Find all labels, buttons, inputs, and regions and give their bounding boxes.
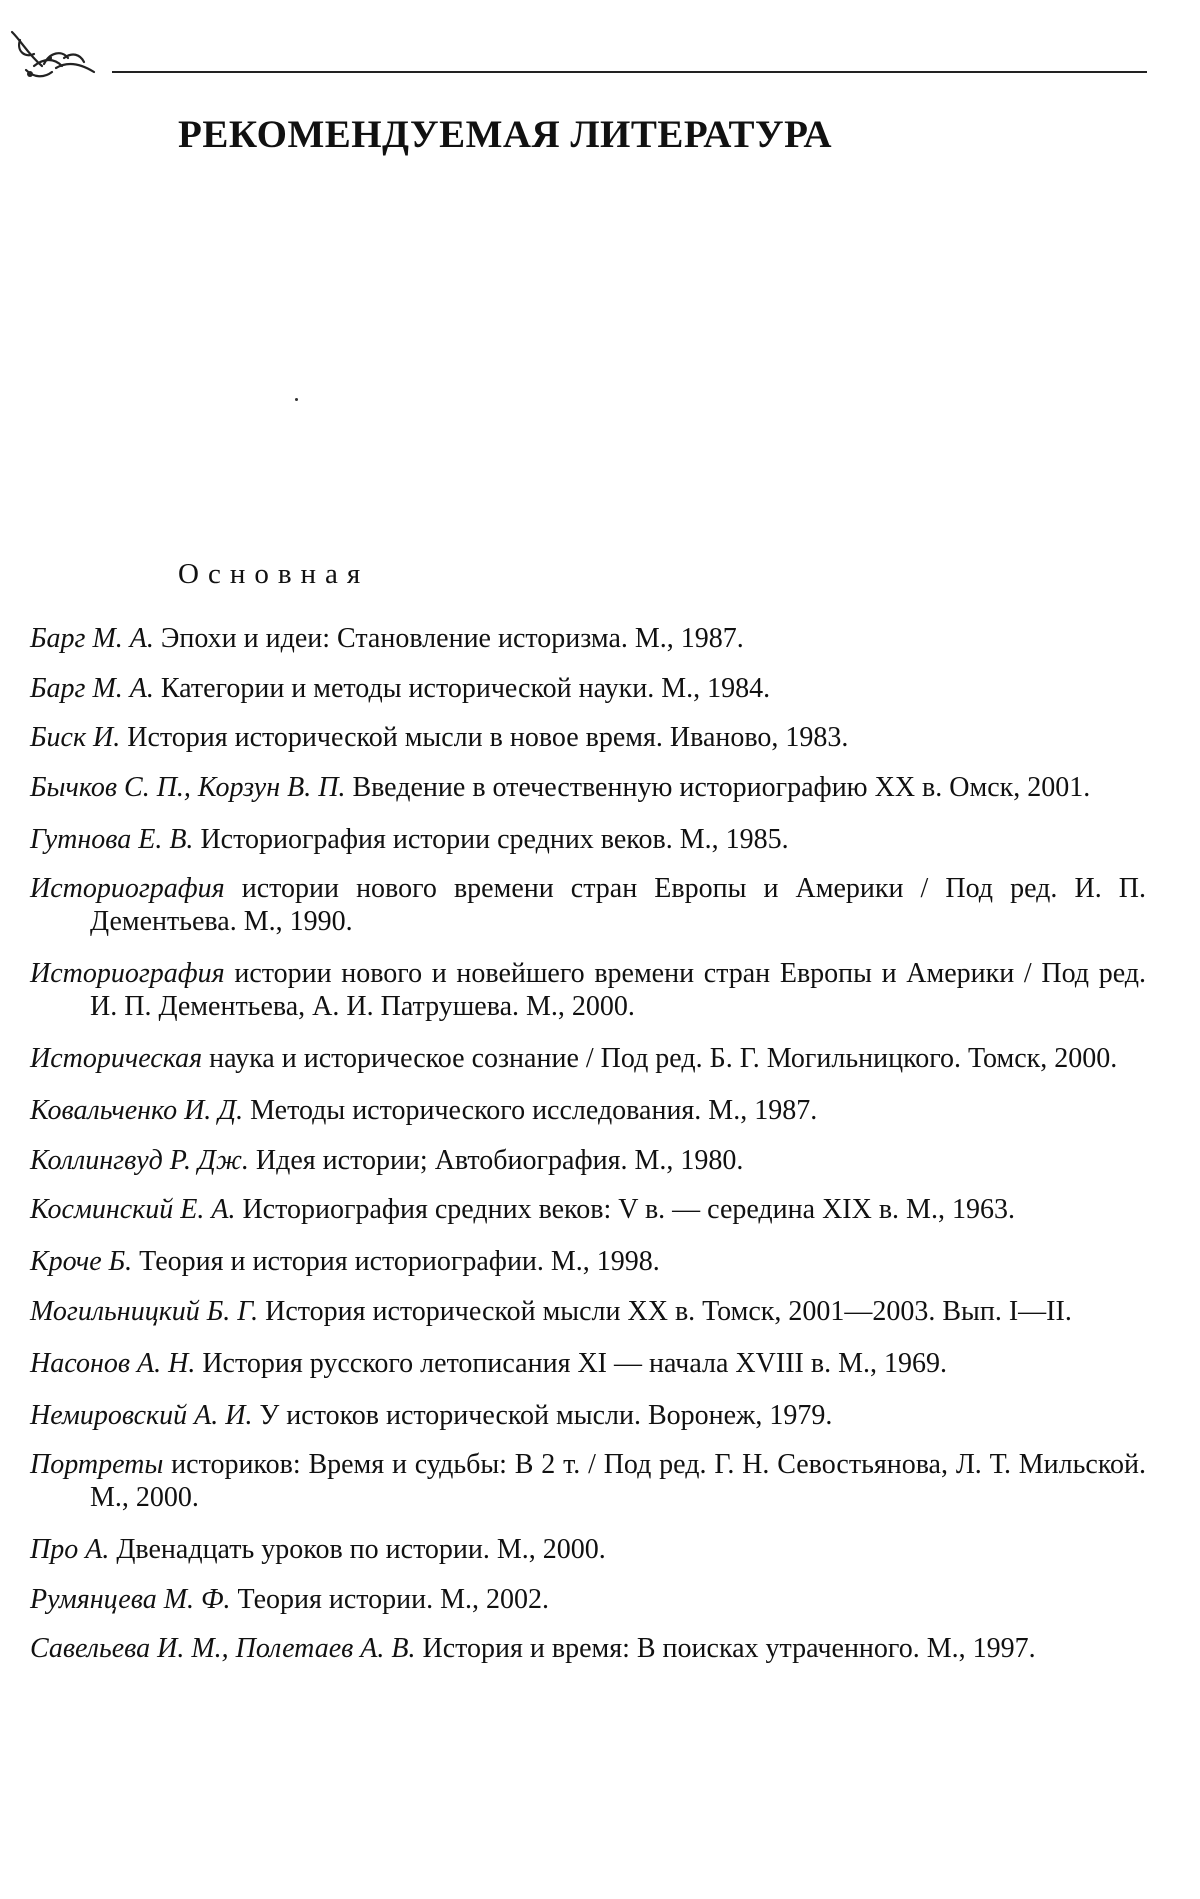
bibliography-entry — [30, 622, 1146, 655]
bibliography-entry — [30, 1295, 1146, 1328]
entry-author: Румянцева М. Ф. — [30, 1583, 231, 1615]
bibliography-entry — [30, 672, 1146, 705]
bibliography-entry — [30, 1144, 1146, 1177]
entry-author: Барг М. А. — [30, 672, 154, 704]
entry-details: Теория и история историографии. М., 1998. — [132, 1246, 660, 1277]
entry-author: Барг М. А. — [30, 623, 154, 654]
entry-details: Идея истории; Автобиография. М., 1980. — [248, 1144, 744, 1176]
entry-author: Кроче Б. — [30, 1246, 133, 1277]
entry-author: Косминский Е. А. — [30, 1194, 236, 1225]
entry-author: Немировский А. И. — [30, 1399, 253, 1431]
entry-details: Категории и методы исторической науки. М., 1984. — [153, 672, 771, 704]
entry-author: Про А. — [30, 1534, 110, 1565]
bibliography-entry — [30, 1042, 1146, 1075]
entry-author: Могильницкий Б. Г. — [30, 1295, 259, 1327]
entry-details: Введение в отечественную историографию XX в. Омск, 2001. — [345, 771, 1091, 803]
entry-author: Бычков С. П., Корзун В. П. — [30, 771, 346, 803]
entry-details: Историография средних веков: V в. — середина XIX в. М., 1963. — [235, 1194, 1015, 1225]
entry-details: История русского летописания XI — начала XVIII в. М., 1969. — [195, 1347, 947, 1379]
bibliography-entry — [30, 721, 1146, 754]
entry-details: Методы исторического исследования. М., 1987. — [243, 1095, 818, 1126]
entry-details: История исторической мысли XX в. Томск, 2001—2003. Вып. I—II. — [258, 1295, 1072, 1327]
floral-ornament-icon — [8, 28, 100, 84]
entry-details: История исторической мысли в новое время. Иваново, 1983. — [120, 722, 849, 753]
bibliography-entry — [30, 872, 1146, 938]
entry-details: истории нового времени стран Европы и Америки / Под ред. И. П. Дементьева. М., 1990. — [90, 873, 1146, 937]
header-rule — [112, 71, 1147, 73]
bibliography-entry — [30, 1448, 1146, 1514]
page-title: РЕКОМЕНДУЕМАЯ ЛИТЕРАТУРА — [178, 113, 833, 156]
bibliography-entry — [30, 1632, 1146, 1665]
section-heading: Основная — [178, 558, 370, 590]
entry-details: Эпохи и идеи: Становление историзма. М., 1987. — [153, 623, 744, 654]
entry-details: Двенадцать уроков по истории. М., 2000. — [109, 1534, 606, 1565]
bibliography-entry — [30, 1245, 1146, 1278]
bibliography-entry — [30, 771, 1146, 804]
entry-author: Коллингвуд Р. Дж. — [30, 1144, 249, 1176]
entry-author: Историография — [30, 873, 225, 904]
bibliography-entry — [30, 957, 1146, 1023]
stray-dot — [295, 398, 298, 401]
bibliography-entry — [30, 1094, 1146, 1127]
entry-author: Савельева И. М., Полетаев А. В. — [30, 1633, 416, 1664]
entry-author: Гутнова Е. В. — [30, 823, 194, 855]
bibliography-entry — [30, 1399, 1146, 1432]
bibliography-entry — [30, 1347, 1146, 1380]
entry-details: наука и историческое сознание / Под ред. Б. Г. Могильницкого. Томск, 2000. — [202, 1043, 1118, 1074]
entry-details: историков: Время и судьбы: В 2 т. / Под ред. Г. Н. Севостьянова, Л. Т. Мильской. М., 2000. — [90, 1449, 1146, 1513]
entry-author: Насонов А. Н. — [30, 1347, 196, 1379]
bibliography-list — [30, 622, 1146, 1684]
entry-author: Биск И. — [30, 722, 121, 753]
bibliography-entry — [30, 1533, 1146, 1566]
entry-author: Ковальченко И. Д. — [30, 1095, 244, 1126]
bibliography-entry — [30, 1583, 1146, 1616]
entry-details: Историография истории средних веков. М., 1985. — [193, 823, 789, 855]
bibliography-entry — [30, 823, 1146, 856]
bibliography-entry — [30, 1193, 1146, 1226]
entry-details: У истоков исторической мысли. Воронеж, 1979. — [252, 1399, 833, 1431]
entry-details: История и время: В поисках утраченного. М., 1997. — [415, 1633, 1036, 1664]
entry-author: Историография — [30, 958, 225, 989]
entry-details: истории нового и новейшего времени стран Европы и Америки / Под ред. И. П. Дементьева, А. И. Патрушева. М., 2000. — [90, 958, 1146, 1022]
entry-author: Историческая — [30, 1043, 203, 1074]
entry-details: Теория истории. М., 2002. — [230, 1583, 550, 1615]
entry-author: Портреты — [30, 1449, 164, 1480]
